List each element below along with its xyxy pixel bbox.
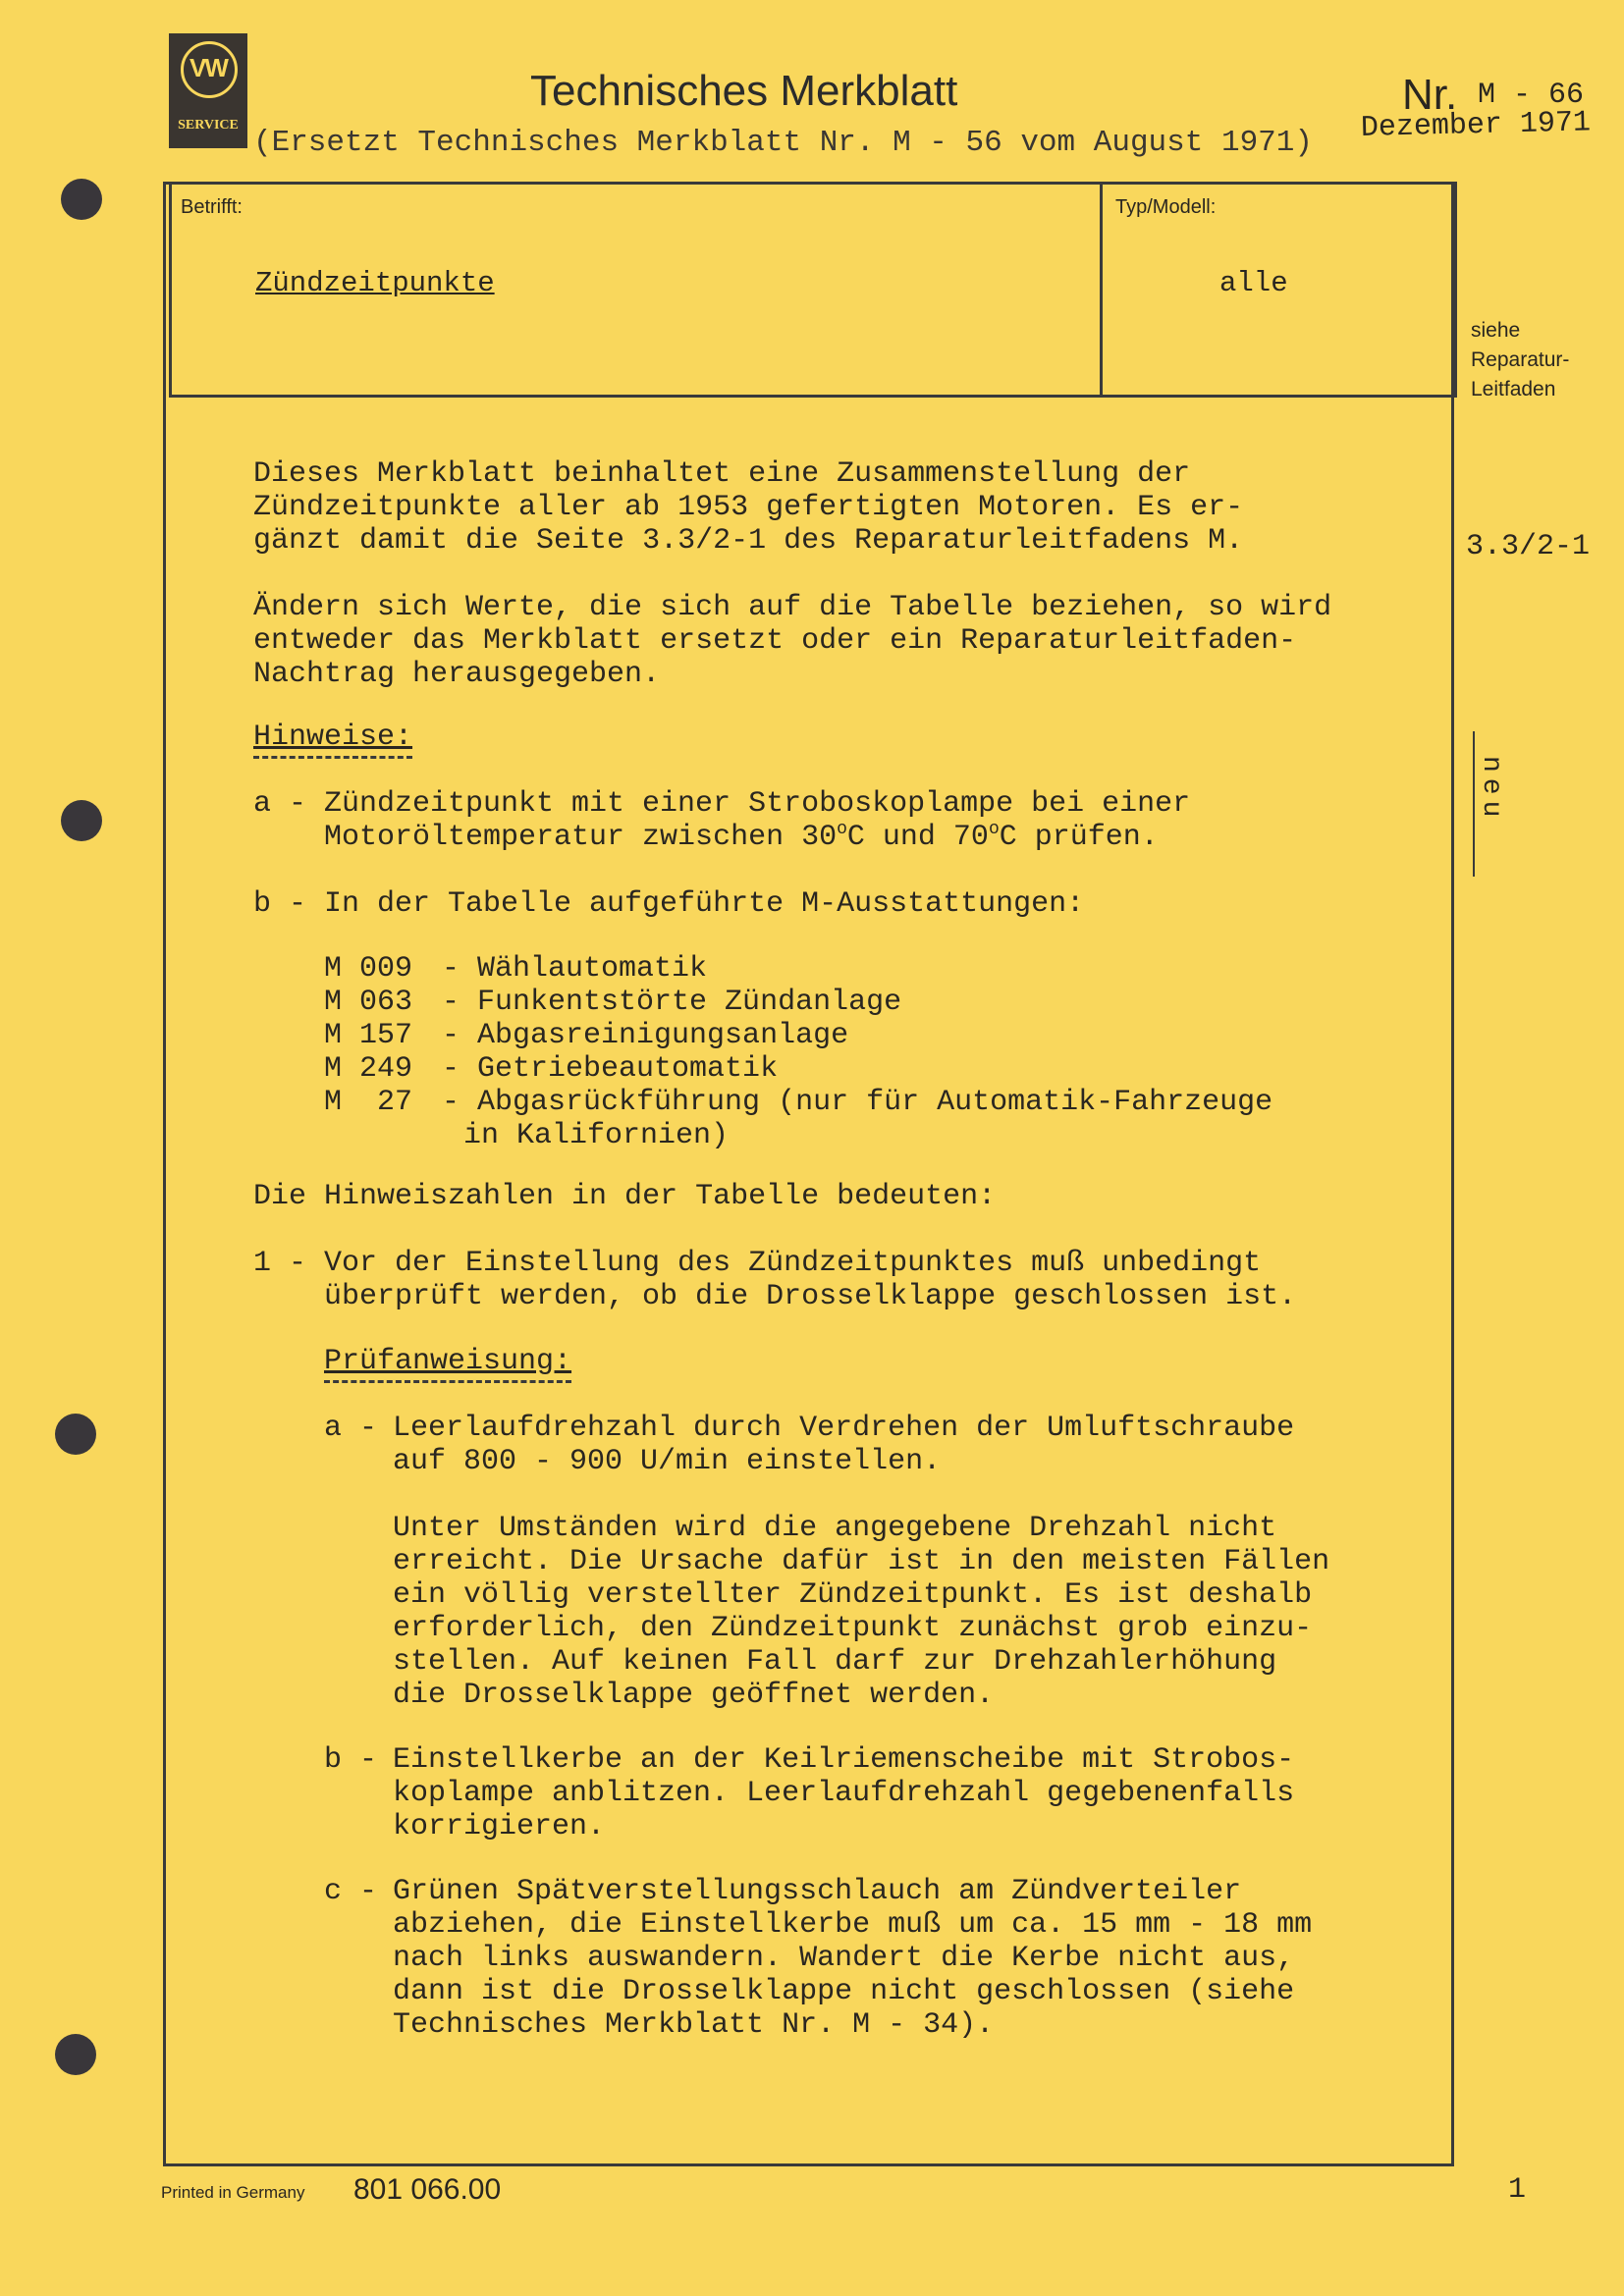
equipment-desc: - Funkentstörte Zündanlage (442, 986, 902, 1019)
equipment-desc-cont: in Kalifornien) (463, 1119, 730, 1152)
header-divider (1100, 182, 1103, 398)
equipment-desc: - Wählautomatik (442, 952, 708, 986)
step-a-note-line: ein völlig verstellter Zündzeitpunkt. Es ist deshalb (393, 1578, 1313, 1612)
siehe-line: siehe (1471, 319, 1521, 342)
equipment-code: M 009 (324, 952, 413, 986)
punch-hole (61, 800, 102, 841)
logo-text: VW (189, 53, 227, 82)
manual-reference: 3.3/2-1 (1466, 530, 1591, 563)
equipment-desc: - Getriebeautomatik (442, 1052, 779, 1086)
note-a-marker: a - (253, 787, 307, 821)
siehe-line: Leitfaden (1471, 378, 1556, 400)
number-label: Nr. (1402, 71, 1458, 119)
siehe-reference (1471, 316, 1569, 404)
equipment-code: M 27 (324, 1086, 413, 1119)
equipment-desc: - Abgasrückführung (nur für Automatik-Fahrzeuge (442, 1086, 1273, 1119)
siehe-line: Reparatur- (1471, 348, 1570, 371)
hinweise-heading: Hinweise: (253, 721, 412, 759)
step-a-marker: a - (324, 1412, 378, 1445)
step-c-marker: c - (324, 1875, 378, 1908)
neu-marker: neu (1476, 756, 1506, 824)
equipment-desc: - Abgasreinigungsanlage (442, 1019, 849, 1052)
step-a-line: auf 800 - 900 U/min einstellen. (393, 1445, 942, 1478)
punch-hole (55, 1414, 96, 1455)
intro-line: Zündzeitpunkte aller ab 1953 gefertigten Motoren. Es er- (253, 491, 1244, 524)
step-a-note-line: erreicht. Die Ursache dafür ist in den meisten Fällen (393, 1545, 1330, 1578)
document-title: Technisches Merkblatt (530, 67, 958, 115)
step-c-line: abziehen, die Einstellkerbe muß um ca. 15 mm - 18 mm (393, 1908, 1313, 1942)
equipment-code: M 157 (324, 1019, 413, 1052)
step-b-line: Einstellkerbe an der Keilriemenscheibe mit Strobos- (393, 1743, 1295, 1777)
document-date: Dezember 1971 (1360, 106, 1592, 145)
step-a-note-line: stellen. Auf keinen Fall darf zur Drehzahlerhöhung (393, 1645, 1277, 1679)
equipment-code: M 063 (324, 986, 413, 1019)
step-a-note-line: erforderlich, den Zündzeitpunkt zunächst grob einzu- (393, 1612, 1313, 1645)
document-subtitle: (Ersetzt Technisches Merkblatt Nr. M - 56 vom August 1971) (253, 126, 1313, 160)
note-a-line: Zündzeitpunkt mit einer Stroboskoplampe bei einer (324, 787, 1191, 821)
model-value: alle (1219, 267, 1288, 299)
service-label: SERVICE (178, 118, 239, 133)
change-note-line: Ändern sich Werte, die sich auf die Tabelle beziehen, so wird (253, 591, 1332, 624)
num1-marker: 1 - (253, 1247, 307, 1280)
step-a-note-line: Unter Umständen wird die angegebene Drehzahl nicht (393, 1512, 1277, 1545)
part-number: 801 066.00 (353, 2173, 502, 2206)
num1-line: überprüft werden, ob die Drosselklappe geschlossen ist. (324, 1280, 1297, 1313)
step-c-line: dann ist die Drosselklappe nicht geschlossen (siehe (393, 1975, 1295, 2008)
step-b-line: korrigieren. (393, 1810, 606, 1843)
page-number: 1 (1508, 2173, 1527, 2207)
step-c-line: Grünen Spätverstellungsschlauch am Zündverteiler (393, 1875, 1242, 1908)
step-c-line: Technisches Merkblatt Nr. M - 34). (393, 2008, 995, 2042)
note-a-line: Motoröltemperatur zwischen 30$^o$C und 70$^o$C prüfen. (324, 820, 1159, 854)
intro-line: Dieses Merkblatt beinhaltet eine Zusammenstellung der (253, 457, 1191, 491)
punch-hole (61, 179, 102, 220)
intro-line: gänzt damit die Seite 3.3/2-1 des Reparaturleitfadens M. (253, 524, 1244, 558)
pruefanweisung-heading: Prüfanweisung: (324, 1345, 571, 1383)
equipment-code: M 249 (324, 1052, 413, 1086)
numbers-intro: Die Hinweiszahlen in der Tabelle bedeuten: (253, 1180, 997, 1213)
num1-line: Vor der Einstellung des Zündzeitpunktes muß unbedingt (324, 1247, 1262, 1280)
note-b-marker: b - (253, 887, 307, 921)
punch-hole (55, 2034, 96, 2075)
step-a-note-line: die Drosselklappe geöffnet werden. (393, 1679, 995, 1712)
number-value: M - 66 (1478, 79, 1585, 112)
step-b-line: koplampe anblitzen. Leerlaufdrehzahl gegebenenfalls (393, 1777, 1295, 1810)
change-note-line: Nachtrag herausgegeben. (253, 658, 661, 691)
note-b-text: In der Tabelle aufgeführte M-Ausstattungen: (324, 887, 1085, 921)
subject-value: Zündzeitpunkte (255, 267, 495, 299)
step-a-line: Leerlaufdrehzahl durch Verdrehen der Umluftschraube (393, 1412, 1295, 1445)
step-c-line: nach links auswandern. Wandert die Kerbe nicht aus, (393, 1942, 1295, 1975)
bleed-through (1414, 182, 1432, 215)
typ-modell-label: Typ/Modell: (1115, 196, 1217, 218)
printed-in-germany: Printed in Germany (161, 2183, 305, 2202)
neu-marker-bar (1473, 731, 1475, 877)
change-note-line: entweder das Merkblatt ersetzt oder ein Reparaturleitfaden- (253, 624, 1297, 658)
betrifft-label: Betrifft: (181, 196, 243, 218)
step-b-marker: b - (324, 1743, 378, 1777)
vw-service-logo (169, 33, 247, 148)
